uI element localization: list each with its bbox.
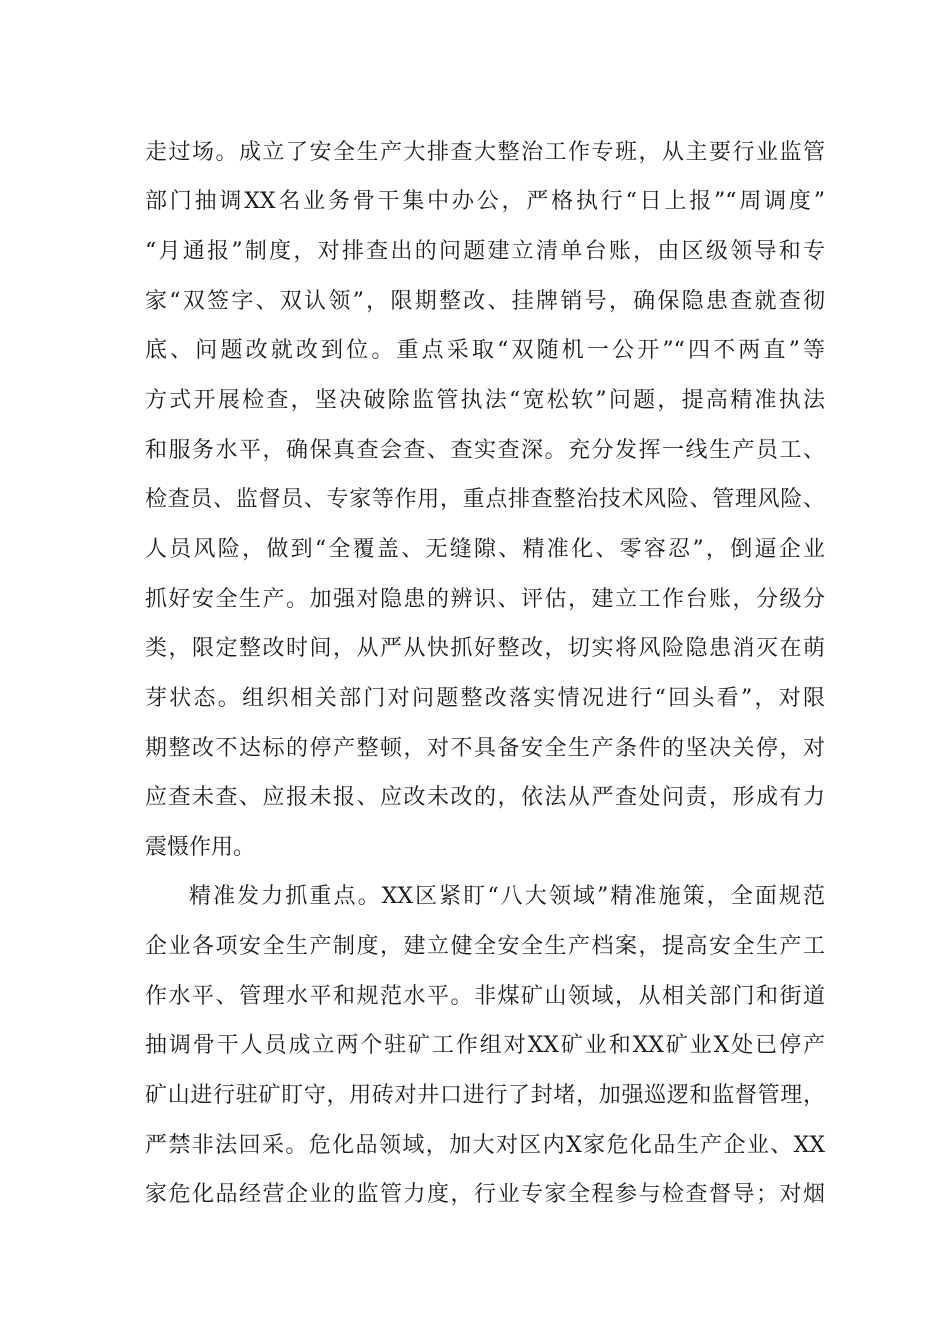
text-line: 检查员、监督员、专家等作用，重点排查整治技术风险、管理风险、 (145, 487, 825, 512)
text-line: 类，限定整改时间，从严从快抓好整改，切实将风险隐患消灭在萌 (145, 636, 825, 661)
text-line: 严禁非法回采。危化品领域，加大对区内X家危化品生产企业、XX (145, 1133, 825, 1158)
text-line: 企业各项安全生产制度，建立健全安全生产档案，提高安全生产工 (145, 934, 825, 959)
text-line: 抓好安全生产。加强对隐患的辨识、评估，建立工作台账，分级分 (145, 587, 825, 612)
text-line: 和服务水平，确保真查会查、查实查深。充分发挥一线生产员工、 (145, 438, 825, 463)
text-line: 方式开展检查，坚决破除监管执法“宽松软”问题，提高精准执法 (145, 388, 825, 413)
text-line: 芽状态。组织相关部门对问题整改落实情况进行“回头看”，对限 (145, 686, 825, 711)
text-line: 期整改不达标的停产整顿，对不具备安全生产条件的坚决关停，对 (145, 736, 825, 761)
text-line: 部门抽调XX名业务骨干集中办公，严格执行“日上报”“周调度” (145, 189, 825, 214)
text-line: 家“双签字、双认领”，限期整改、挂牌销号，确保隐患查就查彻 (145, 289, 825, 314)
text-line: 震慑作用。 (145, 835, 256, 860)
text-line: 走过场。成立了安全生产大排查大整治工作专班，从主要行业监管 (145, 140, 825, 165)
text-line: 抽调骨干人员成立两个驻矿工作组对XX矿业和XX矿业X处已停产 (145, 1033, 825, 1058)
text-line: 作水平、管理水平和规范水平。非煤矿山领域，从相关部门和街道 (145, 984, 825, 1009)
text-line: “月通报”制度，对排查出的问题建立清单台账，由区级领导和专 (145, 239, 825, 264)
text-line: 精准发力抓重点。XX区紧盯“八大领域”精准施策，全面规范 (189, 884, 825, 909)
text-line: 家危化品经营企业的监管力度，行业专家全程参与检查督导；对烟 (145, 1182, 825, 1207)
text-line: 应查未查、应报未报、应改未改的，依法从严查处问责，形成有力 (145, 785, 825, 810)
text-line: 矿山进行驻矿盯守，用砖对井口进行了封堵，加强巡逻和监督管理， (145, 1083, 825, 1108)
text-line: 人员风险，做到“全覆盖、无缝隙、精准化、零容忍”，倒逼企业 (145, 537, 825, 562)
text-line: 底、问题改就改到位。重点采取“双随机一公开”“四不两直”等 (145, 338, 825, 363)
